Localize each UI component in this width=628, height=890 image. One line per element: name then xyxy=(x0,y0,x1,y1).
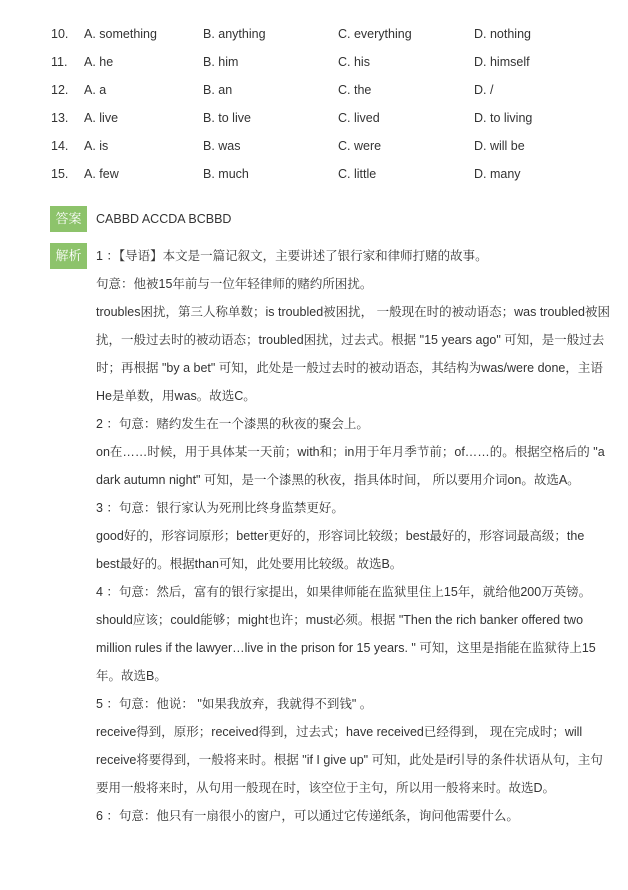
option-c: C. everything xyxy=(338,27,412,41)
analysis-line: best最好的。根据than可知，此处要用比较级。故选B。 xyxy=(96,557,403,571)
option-row-11 xyxy=(0,55,628,75)
analysis-line: 1 ：【导语】本文是一篇记叙文，主要讲述了银行家和律师打赌的故事。 xyxy=(96,249,488,263)
analysis-line: 句意：他被15年前与一位年轻律师的赌约所困扰。 xyxy=(96,277,373,291)
answer-tag: 答案 xyxy=(50,206,87,232)
option-row-12 xyxy=(0,83,628,103)
option-c: C. the xyxy=(338,83,372,97)
analysis-line: 年。故选B。 xyxy=(96,669,167,683)
question-number: 10. xyxy=(51,27,69,41)
option-row-10 xyxy=(0,27,628,47)
question-number: 11. xyxy=(51,55,68,69)
analysis-line: dark autumn night" 可知，是一个漆黑的秋夜，指具体时间， 所以要用介词on。故选A。 xyxy=(96,473,580,487)
analysis-line: on在……时候，用于具体某一天前；with和；in用于年月季节前；of……的。根据空格后的 "a xyxy=(96,445,605,459)
option-b: B. him xyxy=(203,55,239,69)
analysis-line: troubles困扰，第三人称单数；is troubled被困扰， 一般现在时的被动语态；was troubled被困 xyxy=(96,305,610,319)
option-b: B. to live xyxy=(203,111,251,125)
analysis-line: He是单数，用was。故选C。 xyxy=(96,389,256,403)
option-a: A. something xyxy=(84,27,157,41)
option-b: B. was xyxy=(203,139,241,153)
analysis-line: 扰，一般过去时的被动语态；troubled困扰，过去式。根据 "15 years ago" 可知，是一般过去 xyxy=(96,333,605,347)
analysis-line: receive得到，原形；received得到，过去式；have received已经得到， 现在完成时；will xyxy=(96,725,583,739)
option-c: C. little xyxy=(338,167,377,181)
option-row-15 xyxy=(0,167,628,187)
analysis-line: 5 ：句意：他说： "如果我放弃，我就得不到钱" 。 xyxy=(96,697,373,711)
analysis-line: 时；再根据 "by a bet" 可知，此处是一般过去时的被动语态，其结构为was/were done，主语 xyxy=(96,361,603,375)
option-d: D. nothing xyxy=(474,27,531,41)
option-d: D. / xyxy=(474,83,494,97)
option-b: B. much xyxy=(203,167,249,181)
option-c: C. were xyxy=(338,139,382,153)
analysis-line: receive将要得到，一般将来时。根据 "if I give up" 可知，此处是if引导的条件状语从句，主句 xyxy=(96,753,603,767)
option-b: B. anything xyxy=(203,27,266,41)
analysis-line: 2 ：句意：赌约发生在一个漆黑的秋夜的聚会上。 xyxy=(96,417,369,431)
option-b: B. an xyxy=(203,83,233,97)
option-row-14 xyxy=(0,139,628,159)
analysis-line: 6 ：句意：他只有一扇很小的窗户，可以通过它传递纸条，询问他需要什么。 xyxy=(96,809,519,823)
option-d: D. many xyxy=(474,167,521,181)
option-a: A. he xyxy=(84,55,114,69)
analysis-tag: 解析 xyxy=(50,243,87,269)
option-row-13 xyxy=(0,111,628,131)
analysis-line: should应该；could能够；might也许；must必须。根据 "Then the rich banker offered two xyxy=(96,613,584,627)
option-d: D. to living xyxy=(474,111,533,125)
question-number: 12. xyxy=(51,83,69,97)
analysis-body xyxy=(96,245,610,833)
analysis-line: million rules if the lawyer…live in the prison for 15 years. " 可知，这里是指能在监狱待上15 xyxy=(96,641,596,655)
analysis-line: 4 ：句意：然后，富有的银行家提出，如果律师能在监狱里住上15年，就给他200万英镑。 xyxy=(96,585,592,599)
option-a: A. few xyxy=(84,167,119,181)
question-number: 14. xyxy=(51,139,69,153)
answer-text: CABBD ACCDA BCBBD xyxy=(96,212,232,226)
question-number: 15. xyxy=(51,167,69,181)
option-a: A. live xyxy=(84,111,119,125)
option-c: C. his xyxy=(338,55,370,69)
question-number: 13. xyxy=(51,111,69,125)
option-c: C. lived xyxy=(338,111,380,125)
option-d: D. will be xyxy=(474,139,525,153)
analysis-line: good好的，形容词原形；better更好的，形容词比较级；best最好的，形容词最高级；the xyxy=(96,529,585,543)
option-a: A. a xyxy=(84,83,107,97)
analysis-line: 3 ：句意：银行家认为死刑比终身监禁更好。 xyxy=(96,501,344,515)
option-d: D. himself xyxy=(474,55,530,69)
analysis-line: 要用一般将来时，从句用一般现在时，该空位于主句，所以用一般将来时。故选D。 xyxy=(96,781,556,795)
option-a: A. is xyxy=(84,139,109,153)
